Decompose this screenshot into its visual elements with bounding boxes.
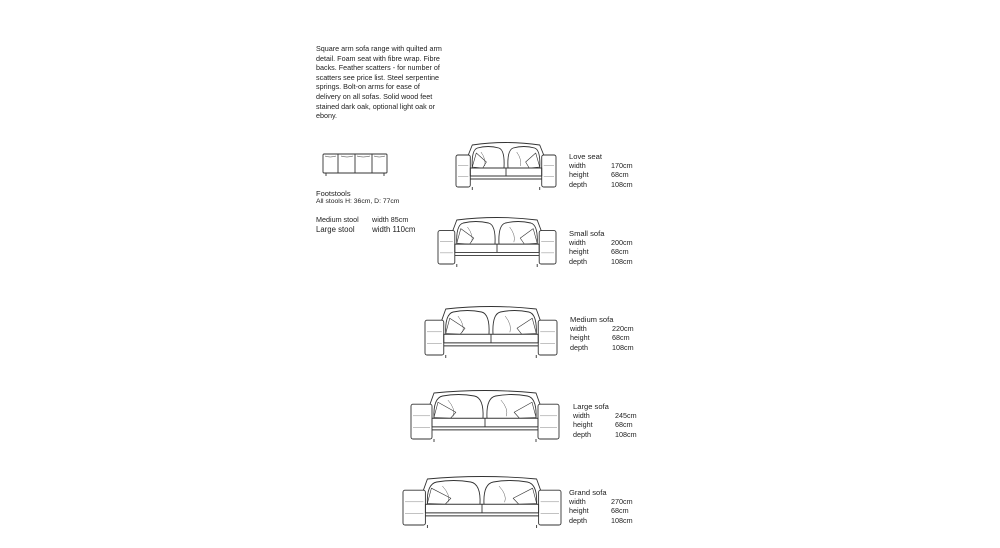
sofa-scatter-cushion bbox=[526, 153, 540, 168]
intro-line: delivery on all sofas. Solid wood feet bbox=[316, 91, 433, 101]
large-sofa-drawing bbox=[410, 388, 560, 442]
spec-depth: depth 108cm bbox=[573, 429, 637, 439]
sofa-back-cushion bbox=[427, 481, 480, 505]
sofa-back-cushion bbox=[434, 395, 483, 419]
intro-line: springs. Bolt-on arms for ease of bbox=[316, 82, 420, 92]
sofa-name: Grand sofa bbox=[569, 488, 607, 497]
intro-line: scatters see price list. Steel serpentine bbox=[316, 72, 440, 82]
spec-height: height 68cm bbox=[569, 247, 629, 257]
stool-row-large bbox=[316, 225, 415, 234]
sofa-cushion-crease bbox=[499, 486, 505, 502]
sofa-cushion-crease bbox=[510, 227, 515, 242]
sofa-back bbox=[430, 391, 540, 405]
intro-line: stained dark oak, optional light oak or bbox=[316, 101, 436, 111]
sofa-back-cushion bbox=[472, 147, 504, 169]
spec-height: height 68cm bbox=[569, 170, 629, 180]
sofa-scatter-cushion bbox=[472, 153, 486, 168]
intro-description bbox=[316, 44, 476, 121]
sofa-name: Large sofa bbox=[573, 402, 609, 411]
grand-sofa-drawing bbox=[402, 474, 562, 528]
sofa-arm-left bbox=[425, 320, 444, 355]
medium-sofa-drawing bbox=[424, 304, 558, 358]
sofa-scatter-cushion bbox=[517, 318, 536, 334]
intro-line: detail. Foam seat with fibre wrap. Fibre bbox=[316, 53, 440, 63]
sofa-arm-left bbox=[456, 155, 470, 187]
sofa-back bbox=[468, 143, 543, 156]
sofa-back-cushion bbox=[493, 311, 536, 335]
sofa-scatter-cushion bbox=[520, 229, 537, 245]
sofa-name: Medium sofa bbox=[570, 315, 614, 324]
intro-line: backs. Feather scatters - for number of bbox=[316, 63, 440, 73]
grand-sofa-spec bbox=[569, 488, 633, 525]
small-sofa-drawing bbox=[437, 215, 557, 267]
sofa-arm-right bbox=[539, 490, 561, 525]
sofa-cushion-crease bbox=[505, 316, 510, 332]
spec-height: height 68cm bbox=[570, 333, 630, 343]
medium-sofa-spec bbox=[570, 315, 634, 352]
sofa-back bbox=[423, 477, 540, 491]
stool-width: width 110cm bbox=[372, 225, 416, 234]
spec-depth: depth 108cm bbox=[569, 179, 633, 189]
sofa-arm-right bbox=[539, 231, 556, 264]
spec-width: width 220cm bbox=[570, 324, 634, 334]
sofa-scatter-cushion bbox=[434, 402, 456, 418]
sofa-cushion-crease bbox=[467, 227, 472, 242]
stool-width: width 85cm bbox=[372, 215, 409, 224]
sofa-arm-right bbox=[542, 155, 556, 187]
spec-width: width 200cm bbox=[569, 238, 633, 248]
stool-name: Large stool bbox=[316, 225, 355, 234]
large-sofa-spec bbox=[573, 402, 637, 439]
sofa-back-cushion bbox=[484, 481, 537, 505]
sofa-scatter-cushion bbox=[427, 488, 450, 504]
spec-depth: depth 108cm bbox=[569, 256, 633, 266]
sofa-scatter-cushion bbox=[513, 488, 536, 504]
spec-width: width 270cm bbox=[569, 497, 633, 507]
sofa-back bbox=[453, 218, 541, 231]
sofa-scatter-cushion bbox=[514, 402, 536, 418]
spec-depth: depth 108cm bbox=[570, 342, 634, 352]
sofa-back-cushion bbox=[457, 222, 495, 245]
sofa-cushion-crease bbox=[501, 400, 507, 416]
sofa-scatter-cushion bbox=[446, 318, 465, 334]
sofa-name: Love seat bbox=[569, 152, 602, 161]
sofa-scatter-cushion bbox=[457, 229, 474, 245]
sofa-arm-left bbox=[438, 231, 455, 264]
spec-width: width 170cm bbox=[569, 161, 633, 171]
spec-height: height 68cm bbox=[569, 506, 629, 516]
sofa-back-cushion bbox=[499, 222, 537, 245]
spec-depth: depth 108cm bbox=[569, 515, 633, 525]
spec-width: width 245cm bbox=[573, 411, 637, 421]
sofa-arm-left bbox=[403, 490, 425, 525]
sofa-back-cushion bbox=[487, 395, 536, 419]
footstools-title: Footstools bbox=[316, 189, 351, 198]
sofa-cushion-crease bbox=[517, 152, 521, 166]
sofa-name: Small sofa bbox=[569, 229, 605, 238]
sofa-arm-left bbox=[411, 404, 432, 439]
sofa-arm-right bbox=[538, 320, 557, 355]
footstools-all-dimensions: All stools H: 36cm, D: 77cm bbox=[316, 198, 400, 205]
spec-height: height 68cm bbox=[573, 420, 633, 430]
love-seat-spec bbox=[569, 152, 633, 189]
love-seat-drawing bbox=[455, 140, 557, 190]
sofa-back-cushion bbox=[446, 311, 489, 335]
stool-row-medium bbox=[316, 215, 408, 224]
intro-line: Square arm sofa range with quilted arm bbox=[316, 44, 442, 53]
sofa-back bbox=[442, 307, 540, 321]
intro-line: ebony. bbox=[316, 111, 338, 121]
stool-name: Medium stool bbox=[316, 215, 359, 224]
sofa-back-cushion bbox=[508, 147, 540, 169]
footstool-drawing bbox=[322, 152, 388, 178]
sofa-arm-right bbox=[538, 404, 559, 439]
small-sofa-spec bbox=[569, 229, 633, 266]
